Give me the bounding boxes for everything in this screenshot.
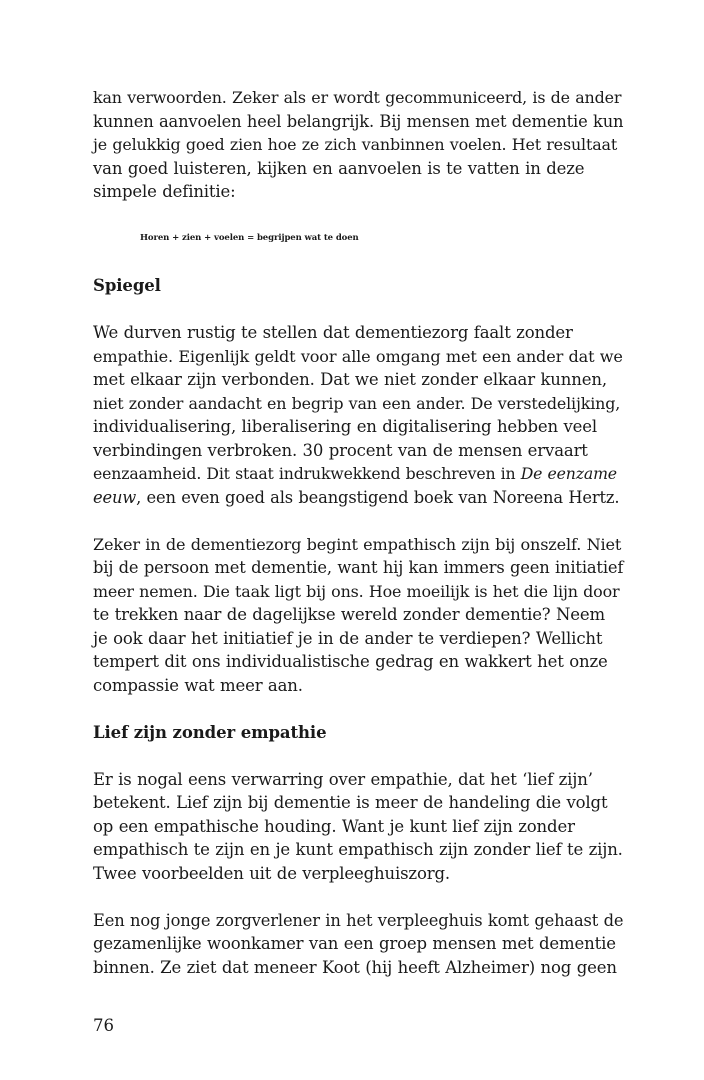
spacer [93,251,623,275]
text-line: van goed luisteren, kijken en aanvoelen is te vatten in deze [93,158,585,178]
text-line: binnen. Ze ziet dat meneer Koot (hij heeft Alzheimer) nog geen [93,957,617,977]
text-line: empathisch te zijn en je kunt empathisch zijn zonder lief te zijn. [93,840,623,859]
paragraph-dementiezorg [93,533,623,698]
text-line: te trekken naar de dagelijkse wereld zonder dementie? Neem [93,605,606,624]
text-line: Een nog jonge zorgverlener in het verpleeghuis komt gehaast de [93,910,624,930]
text-line: verbindingen verbroken. 30 procent van de mensen ervaart [93,440,588,460]
section-heading-spiegel: Spiegel [93,276,161,295]
text-line: Zeker in de dementiezorg begint empathisch zijn bij onszelf. Niet [93,534,622,554]
spacer [93,509,623,533]
book-page-body [93,86,623,979]
spacer [93,885,623,909]
text-line [93,486,623,510]
text-line [93,462,623,486]
book-title-part-1: De eenzame [520,464,617,483]
paragraph-verwarring [93,768,623,886]
text-line: je ook daar het initiatief je in de ander te verdiepen? Wellicht [93,628,603,648]
text-line: Twee voorbeelden uit de verpleeghuiszorg. [93,863,450,883]
text-line: gezamenlijke woonkamer van een groep mensen met dementie [93,934,616,953]
text-line: meer nemen. Die taak ligt bij ons. Hoe moeilijk is het die lijn door [93,581,620,601]
text-run: , een even goed als beangstigend boek van Noreena Hertz. [136,487,620,507]
text-line: betekent. Lief zijn bij dementie is meer de handeling die volgt [93,793,608,812]
text-line: niet zonder aandacht en begrip van een ander. De verstedelijking, [93,393,621,413]
text-line: empathie. Eigenlijk geldt voor alle omgang met een ander dat we [93,346,623,366]
paragraph-spiegel [93,321,623,509]
text-line: We durven rustig te stellen dat dementiezorg faalt zonder [93,323,573,342]
paragraph-intro [93,86,623,204]
text-line: op een empathische houding. Want je kunt lief zijn zonder [93,816,575,836]
paragraph-zorgverlener [93,909,623,980]
text-line: compassie wat meer aan. [93,675,303,695]
book-title-part-2: eeuw [93,487,137,507]
text-line: kan verwoorden. Zeker als er wordt gecommuniceerd, is de ander [93,88,622,107]
spacer [93,744,623,768]
text-line: je gelukkig goed zien hoe ze zich vanbinnen voelen. Het resultaat [93,135,618,154]
page-number: 76 [93,1016,114,1035]
spacer [93,697,623,721]
text-line: met elkaar zijn verbonden. Dat we niet zonder elkaar kunnen, [93,370,607,389]
spacer [93,298,623,322]
text-line: bij de persoon met dementie, want hij kan immers geen initiatief [93,558,624,577]
text-line: tempert dit ons individualistische gedrag en wakkert het onze [93,652,608,671]
text-run: eenzaamheid. Dit staat indrukwekkend beschreven in [93,464,521,483]
text-line: kunnen aanvoelen heel belangrijk. Bij mensen met dementie kun [93,111,624,131]
section-heading-lief-zijn: Lief zijn zonder empathie [93,722,327,742]
text-line: individualisering, liberalisering en digitalisering hebben veel [93,417,597,436]
text-line: simpele definitie: [93,182,236,201]
formula-definition: Horen + zien + voelen = begrijpen wat te doen [140,233,359,243]
spacer [93,204,623,228]
text-line: Er is nogal eens verwarring over empathie, dat het ‘lief zijn’ [93,769,593,789]
